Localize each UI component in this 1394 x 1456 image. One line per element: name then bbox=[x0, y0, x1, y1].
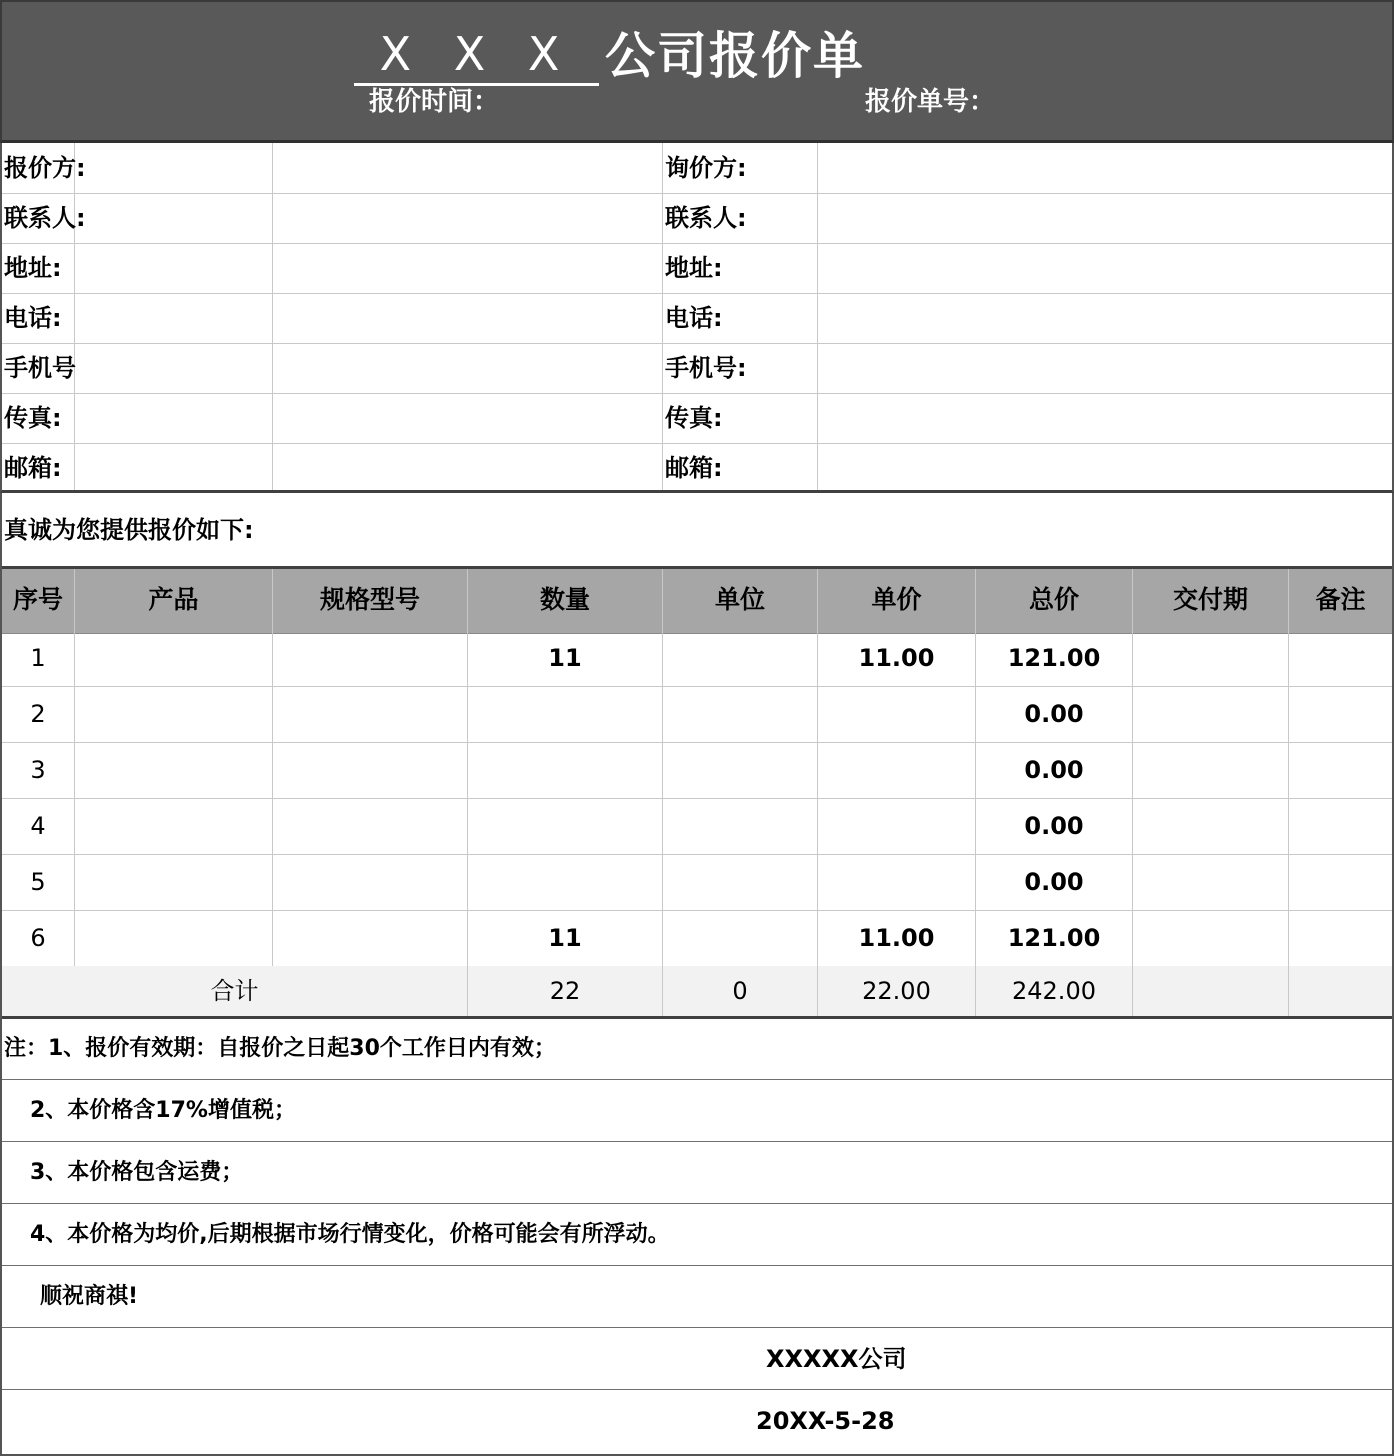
page-title: 公司报价单 bbox=[605, 27, 865, 85]
note-item: 注：1、报价有效期：自报价之日起30个工作日内有效； bbox=[2, 1018, 1392, 1080]
table-row bbox=[2, 798, 1392, 855]
seller-address-value[interactable] bbox=[273, 243, 662, 293]
summary-label: 合计 bbox=[210, 977, 259, 1005]
cell-unit[interactable] bbox=[662, 798, 817, 854]
cell-product[interactable] bbox=[74, 630, 272, 686]
cell-price[interactable]: 11.00 bbox=[817, 630, 975, 686]
col-header-delivery: 交付期 bbox=[1132, 569, 1288, 630]
col-header-remark: 备注 bbox=[1288, 569, 1392, 630]
cell-unit[interactable] bbox=[662, 910, 817, 966]
cell-product[interactable] bbox=[74, 910, 272, 966]
cell-unit[interactable] bbox=[662, 854, 817, 910]
cell-spec[interactable] bbox=[272, 686, 467, 742]
cell-no: 6 bbox=[30, 924, 46, 952]
col-header-unit: 单位 bbox=[662, 569, 817, 630]
quote-number-label: 报价单号： bbox=[865, 87, 996, 117]
seller-phone-value[interactable] bbox=[273, 293, 662, 343]
table-row bbox=[2, 910, 1392, 967]
cell-qty[interactable] bbox=[467, 742, 662, 798]
cell-total: 121.00 bbox=[975, 630, 1132, 686]
seller-value[interactable] bbox=[273, 143, 662, 193]
note-item: 3、本价格包含运费； bbox=[2, 1142, 1392, 1204]
table-row bbox=[2, 686, 1392, 743]
buyer-value[interactable] bbox=[818, 143, 1392, 193]
col-header-qty: 数量 bbox=[467, 569, 662, 630]
cell-remark[interactable] bbox=[1288, 686, 1392, 742]
summary-delivery bbox=[1132, 966, 1288, 1016]
seller-label: 报价方: bbox=[4, 154, 86, 182]
cell-no: 4 bbox=[30, 812, 46, 840]
seller-phone-label: 电话: bbox=[4, 304, 62, 332]
cell-unit[interactable] bbox=[662, 686, 817, 742]
buyer-fax-label: 传真: bbox=[665, 404, 723, 432]
notes-section bbox=[0, 1018, 1394, 1456]
seller-mobile-label: 手机号 bbox=[4, 354, 76, 382]
seller-fax-label: 传真: bbox=[4, 404, 62, 432]
cell-total: 0.00 bbox=[975, 854, 1132, 910]
cell-qty[interactable] bbox=[467, 854, 662, 910]
cell-spec[interactable] bbox=[272, 854, 467, 910]
party-row bbox=[2, 293, 1392, 344]
seller-email-value[interactable] bbox=[273, 443, 662, 493]
buyer-phone-value[interactable] bbox=[818, 293, 1392, 343]
summary-unit: 0 bbox=[662, 966, 817, 1016]
cell-qty[interactable]: 11 bbox=[467, 910, 662, 966]
col-header-no: 序号 bbox=[12, 585, 63, 614]
cell-qty[interactable] bbox=[467, 686, 662, 742]
cell-spec[interactable] bbox=[272, 798, 467, 854]
party-row bbox=[2, 393, 1392, 444]
cell-qty[interactable]: 11 bbox=[467, 630, 662, 686]
col-header-product: 产品 bbox=[74, 569, 272, 630]
cell-no: 1 bbox=[30, 644, 46, 672]
cell-remark[interactable] bbox=[1288, 910, 1392, 966]
seller-email-label: 邮箱: bbox=[4, 454, 62, 482]
seller-contact-label: 联系人: bbox=[4, 204, 86, 232]
col-header-price: 单价 bbox=[817, 569, 975, 630]
cell-price[interactable]: 11.00 bbox=[817, 910, 975, 966]
signature-date: 20XX-5-28 bbox=[756, 1407, 895, 1435]
party-row bbox=[2, 443, 1392, 493]
closing-text: 顺祝商祺! bbox=[2, 1266, 1392, 1328]
summary-total: 242.00 bbox=[975, 966, 1132, 1016]
cell-remark[interactable] bbox=[1288, 798, 1392, 854]
buyer-email-value[interactable] bbox=[818, 443, 1392, 493]
buyer-mobile-label: 手机号: bbox=[665, 354, 747, 382]
cell-price[interactable] bbox=[817, 742, 975, 798]
summary-qty: 22 bbox=[467, 966, 662, 1016]
cell-delivery[interactable] bbox=[1132, 630, 1288, 686]
header-band bbox=[0, 0, 1394, 143]
party-row bbox=[2, 143, 1392, 194]
buyer-contact-label: 联系人: bbox=[665, 204, 747, 232]
company-name-blank[interactable]: X X X bbox=[354, 25, 599, 86]
party-row bbox=[2, 243, 1392, 294]
cell-total: 0.00 bbox=[975, 798, 1132, 854]
buyer-fax-value[interactable] bbox=[818, 393, 1392, 443]
buyer-contact-value[interactable] bbox=[818, 193, 1392, 243]
seller-fax-value[interactable] bbox=[273, 393, 662, 443]
table-row bbox=[2, 630, 1392, 687]
table-header bbox=[2, 566, 1392, 634]
cell-product[interactable] bbox=[74, 798, 272, 854]
buyer-phone-label: 电话: bbox=[665, 304, 723, 332]
party-row bbox=[2, 343, 1392, 394]
cell-product[interactable] bbox=[74, 686, 272, 742]
cell-delivery[interactable] bbox=[1132, 686, 1288, 742]
summary-remark bbox=[1288, 966, 1392, 1016]
cell-spec[interactable] bbox=[272, 630, 467, 686]
cell-spec[interactable] bbox=[272, 910, 467, 966]
cell-delivery[interactable] bbox=[1132, 910, 1288, 966]
title-line bbox=[354, 24, 868, 86]
party-info-grid bbox=[0, 143, 1394, 493]
table-row bbox=[2, 854, 1392, 911]
cell-remark[interactable] bbox=[1288, 742, 1392, 798]
cell-remark[interactable] bbox=[1288, 854, 1392, 910]
summary-row bbox=[2, 966, 1392, 1019]
party-row bbox=[2, 193, 1392, 244]
cell-price[interactable] bbox=[817, 854, 975, 910]
cell-total: 121.00 bbox=[975, 910, 1132, 966]
cell-no: 5 bbox=[30, 868, 46, 896]
intro-text: 真诚为您提供报价如下: bbox=[0, 493, 1394, 567]
cell-product[interactable] bbox=[74, 854, 272, 910]
note-item: 4、本价格为均价,后期根据市场行情变化，价格可能会有所浮动。 bbox=[2, 1204, 1392, 1266]
table-row bbox=[2, 742, 1392, 799]
cell-unit[interactable] bbox=[662, 630, 817, 686]
summary-price: 22.00 bbox=[817, 966, 975, 1016]
quote-time-label: 报价时间： bbox=[369, 87, 500, 117]
signature-company: XXXXX公司 bbox=[2, 1328, 1392, 1390]
cell-no: 3 bbox=[30, 756, 46, 784]
seller-mobile-value[interactable] bbox=[273, 343, 662, 393]
seller-contact-value[interactable] bbox=[273, 193, 662, 243]
cell-spec[interactable] bbox=[272, 742, 467, 798]
cell-remark[interactable] bbox=[1288, 630, 1392, 686]
product-table bbox=[0, 566, 1394, 1018]
cell-qty[interactable] bbox=[467, 798, 662, 854]
cell-delivery[interactable] bbox=[1132, 742, 1288, 798]
cell-product[interactable] bbox=[74, 742, 272, 798]
cell-total: 0.00 bbox=[975, 742, 1132, 798]
note-item: 2、本价格含17%增值税； bbox=[2, 1080, 1392, 1142]
cell-delivery[interactable] bbox=[1132, 798, 1288, 854]
seller-address-label: 地址: bbox=[4, 254, 62, 282]
buyer-email-label: 邮箱: bbox=[665, 454, 723, 482]
cell-unit[interactable] bbox=[662, 742, 817, 798]
buyer-address-label: 地址: bbox=[665, 254, 723, 282]
cell-total: 0.00 bbox=[975, 686, 1132, 742]
col-header-spec: 规格型号 bbox=[272, 569, 467, 630]
buyer-address-value[interactable] bbox=[818, 243, 1392, 293]
cell-price[interactable] bbox=[817, 798, 975, 854]
cell-delivery[interactable] bbox=[1132, 854, 1288, 910]
cell-no: 2 bbox=[30, 700, 46, 728]
buyer-mobile-value[interactable] bbox=[818, 343, 1392, 393]
buyer-label: 询价方: bbox=[665, 154, 747, 182]
col-header-total: 总价 bbox=[975, 569, 1132, 630]
cell-price[interactable] bbox=[817, 686, 975, 742]
